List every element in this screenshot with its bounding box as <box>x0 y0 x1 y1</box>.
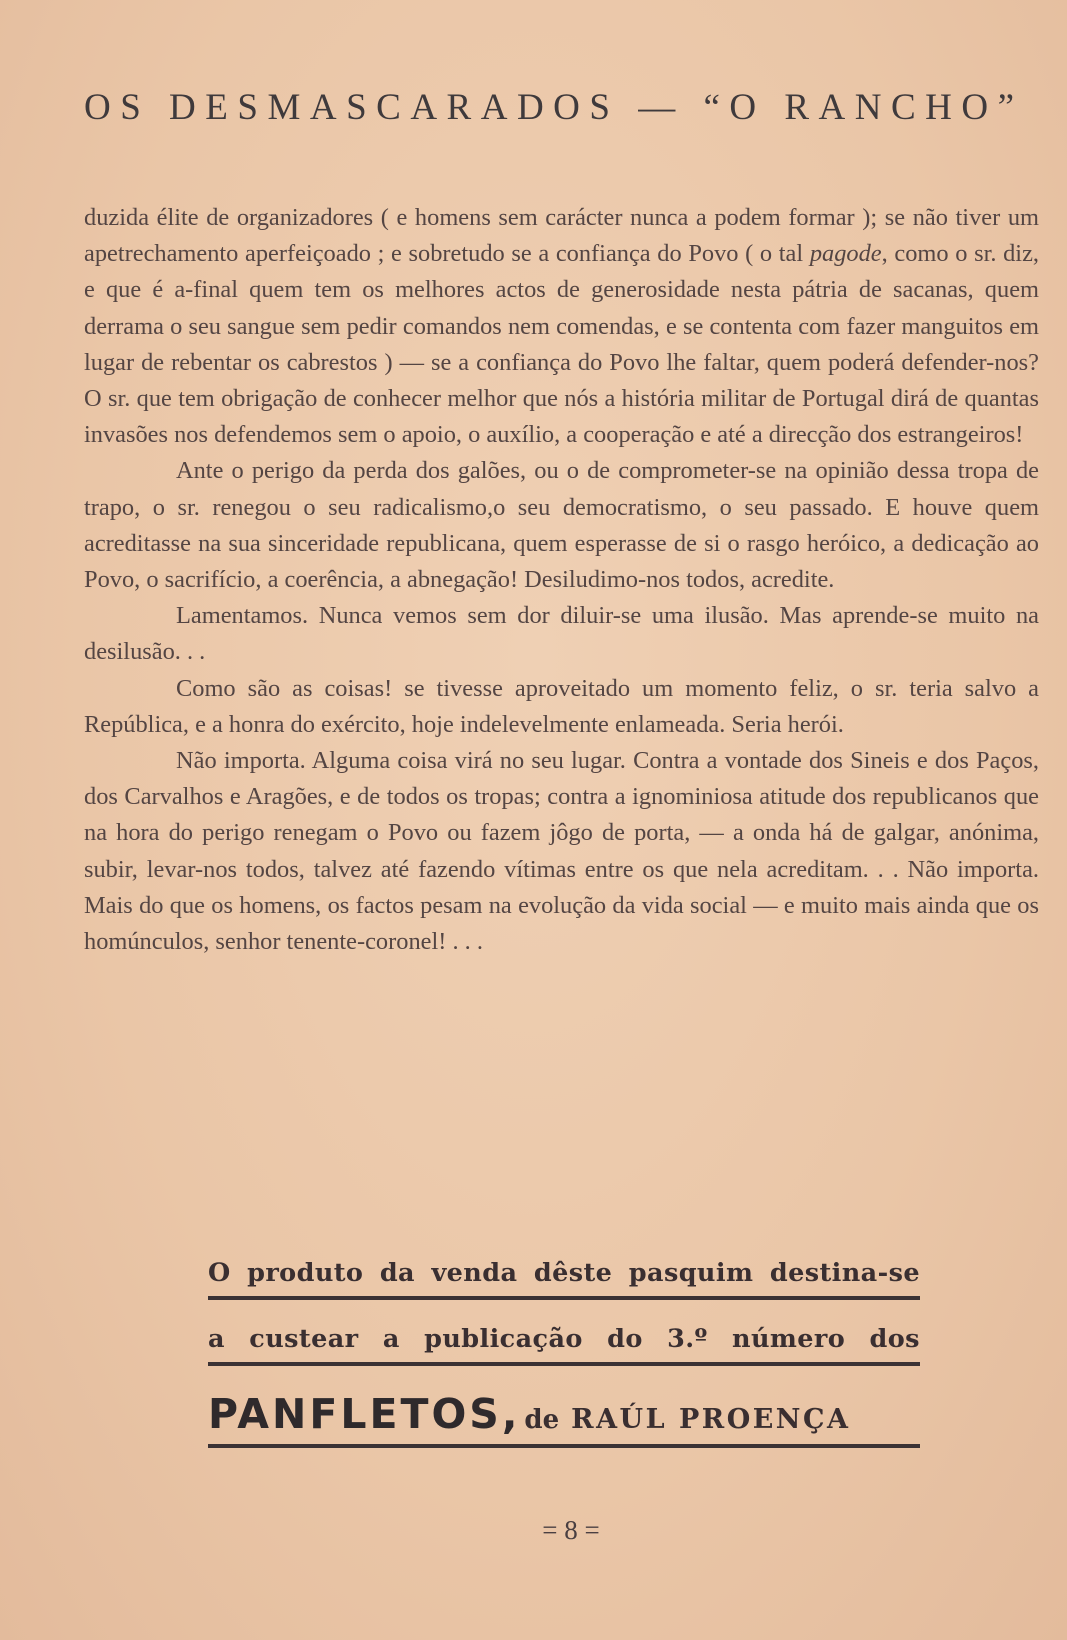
pamphlet-title: PANFLETOS <box>208 1390 502 1438</box>
italic-word: pagode <box>809 240 882 268</box>
paragraph-5: Não importa. Alguma coisa virá no seu lugar. Contra a vontade dos Sineis e dos Paços, dos Carvalhos e Aragões, e de todos os tropas; contra a ignominiosa atitude dos republicanos que na hora do perigo renegam o Povo ou fazem jôgo de porta, — a onda há de galgar, anónima, subir, levar-nos todos, talvez até fazendo vítimas entre os que nela acreditam. . . Não importa. Mais do que os homens, os factos pesam na evolução da vida social — e muito mais ainda que os homúnculos, senhor tenente-coronel! . . . <box>84 747 1039 956</box>
sale-notice <box>208 1258 920 1472</box>
notice-line-1: O produto da venda dêste pasquim destina-se <box>208 1258 920 1288</box>
body-text <box>84 200 1039 960</box>
page-number: = 8 = <box>542 1515 600 1545</box>
notice-rule-2 <box>208 1362 920 1366</box>
notice-line-2: a custear a publicação do 3.º número dos <box>208 1324 920 1354</box>
paragraph-1: duzida élite de organizadores ( e homens sem carácter nunca a podem formar ); se não tiver um apetrechamento aperfeiçoado ; e sobretudo se a confiança do Povo ( o tal pagode, como o sr. diz, e que é a-final quem tem os melhores actos de generosidade nesta pátria de sacanas, quem derrama o seu sangue sem pedir comandos nem comendas, e se contenta com fazer manguitos em lugar de rebentar os cabrestos ) — se a confiança do Povo lhe faltar, quem poderá defender-nos? O sr. que tem obrigação de conhecer melhor que nós a história militar de Portugal dirá de quantas invasões nos defendemos sem o apoio, o auxílio, a cooperação e até a direcção dos estrangeiros! <box>84 204 1039 449</box>
notice-rule-1 <box>208 1296 920 1300</box>
paragraph-2: Ante o perigo da perda dos galões, ou o de comprometer-se na opinião dessa tropa de trapo, o sr. renegou o seu radicalismo,o seu democratismo, o seu passado. E houve quem acreditasse na sua sinceridade republicana, quem esperasse de si o rasgo heróico, a dedicação ao Povo, o sacrifício, a coerência, a abnegação! Desiludimo-nos todos, acredite. <box>84 457 1039 594</box>
running-title: OS DESMASCARADOS — “O RANCHO” <box>84 87 1024 128</box>
author-name: RAÚL PROENÇA <box>571 1404 851 1435</box>
paragraph-4: Como são as coisas! se tivesse aproveitado um momento feliz, o sr. teria salvo a República, e a honra do exército, hoje indelevelmente enlameada. Seria herói. <box>84 674 1039 738</box>
paragraph-3: Lamentamos. Nunca vemos sem dor diluir-se uma ilusão. Mas aprende-se muito na desilusão. . . <box>84 602 1039 666</box>
notice-line-3: PANFLETOS , de RAÚL PROENÇA <box>208 1390 851 1438</box>
notice-rule-3 <box>208 1444 920 1448</box>
